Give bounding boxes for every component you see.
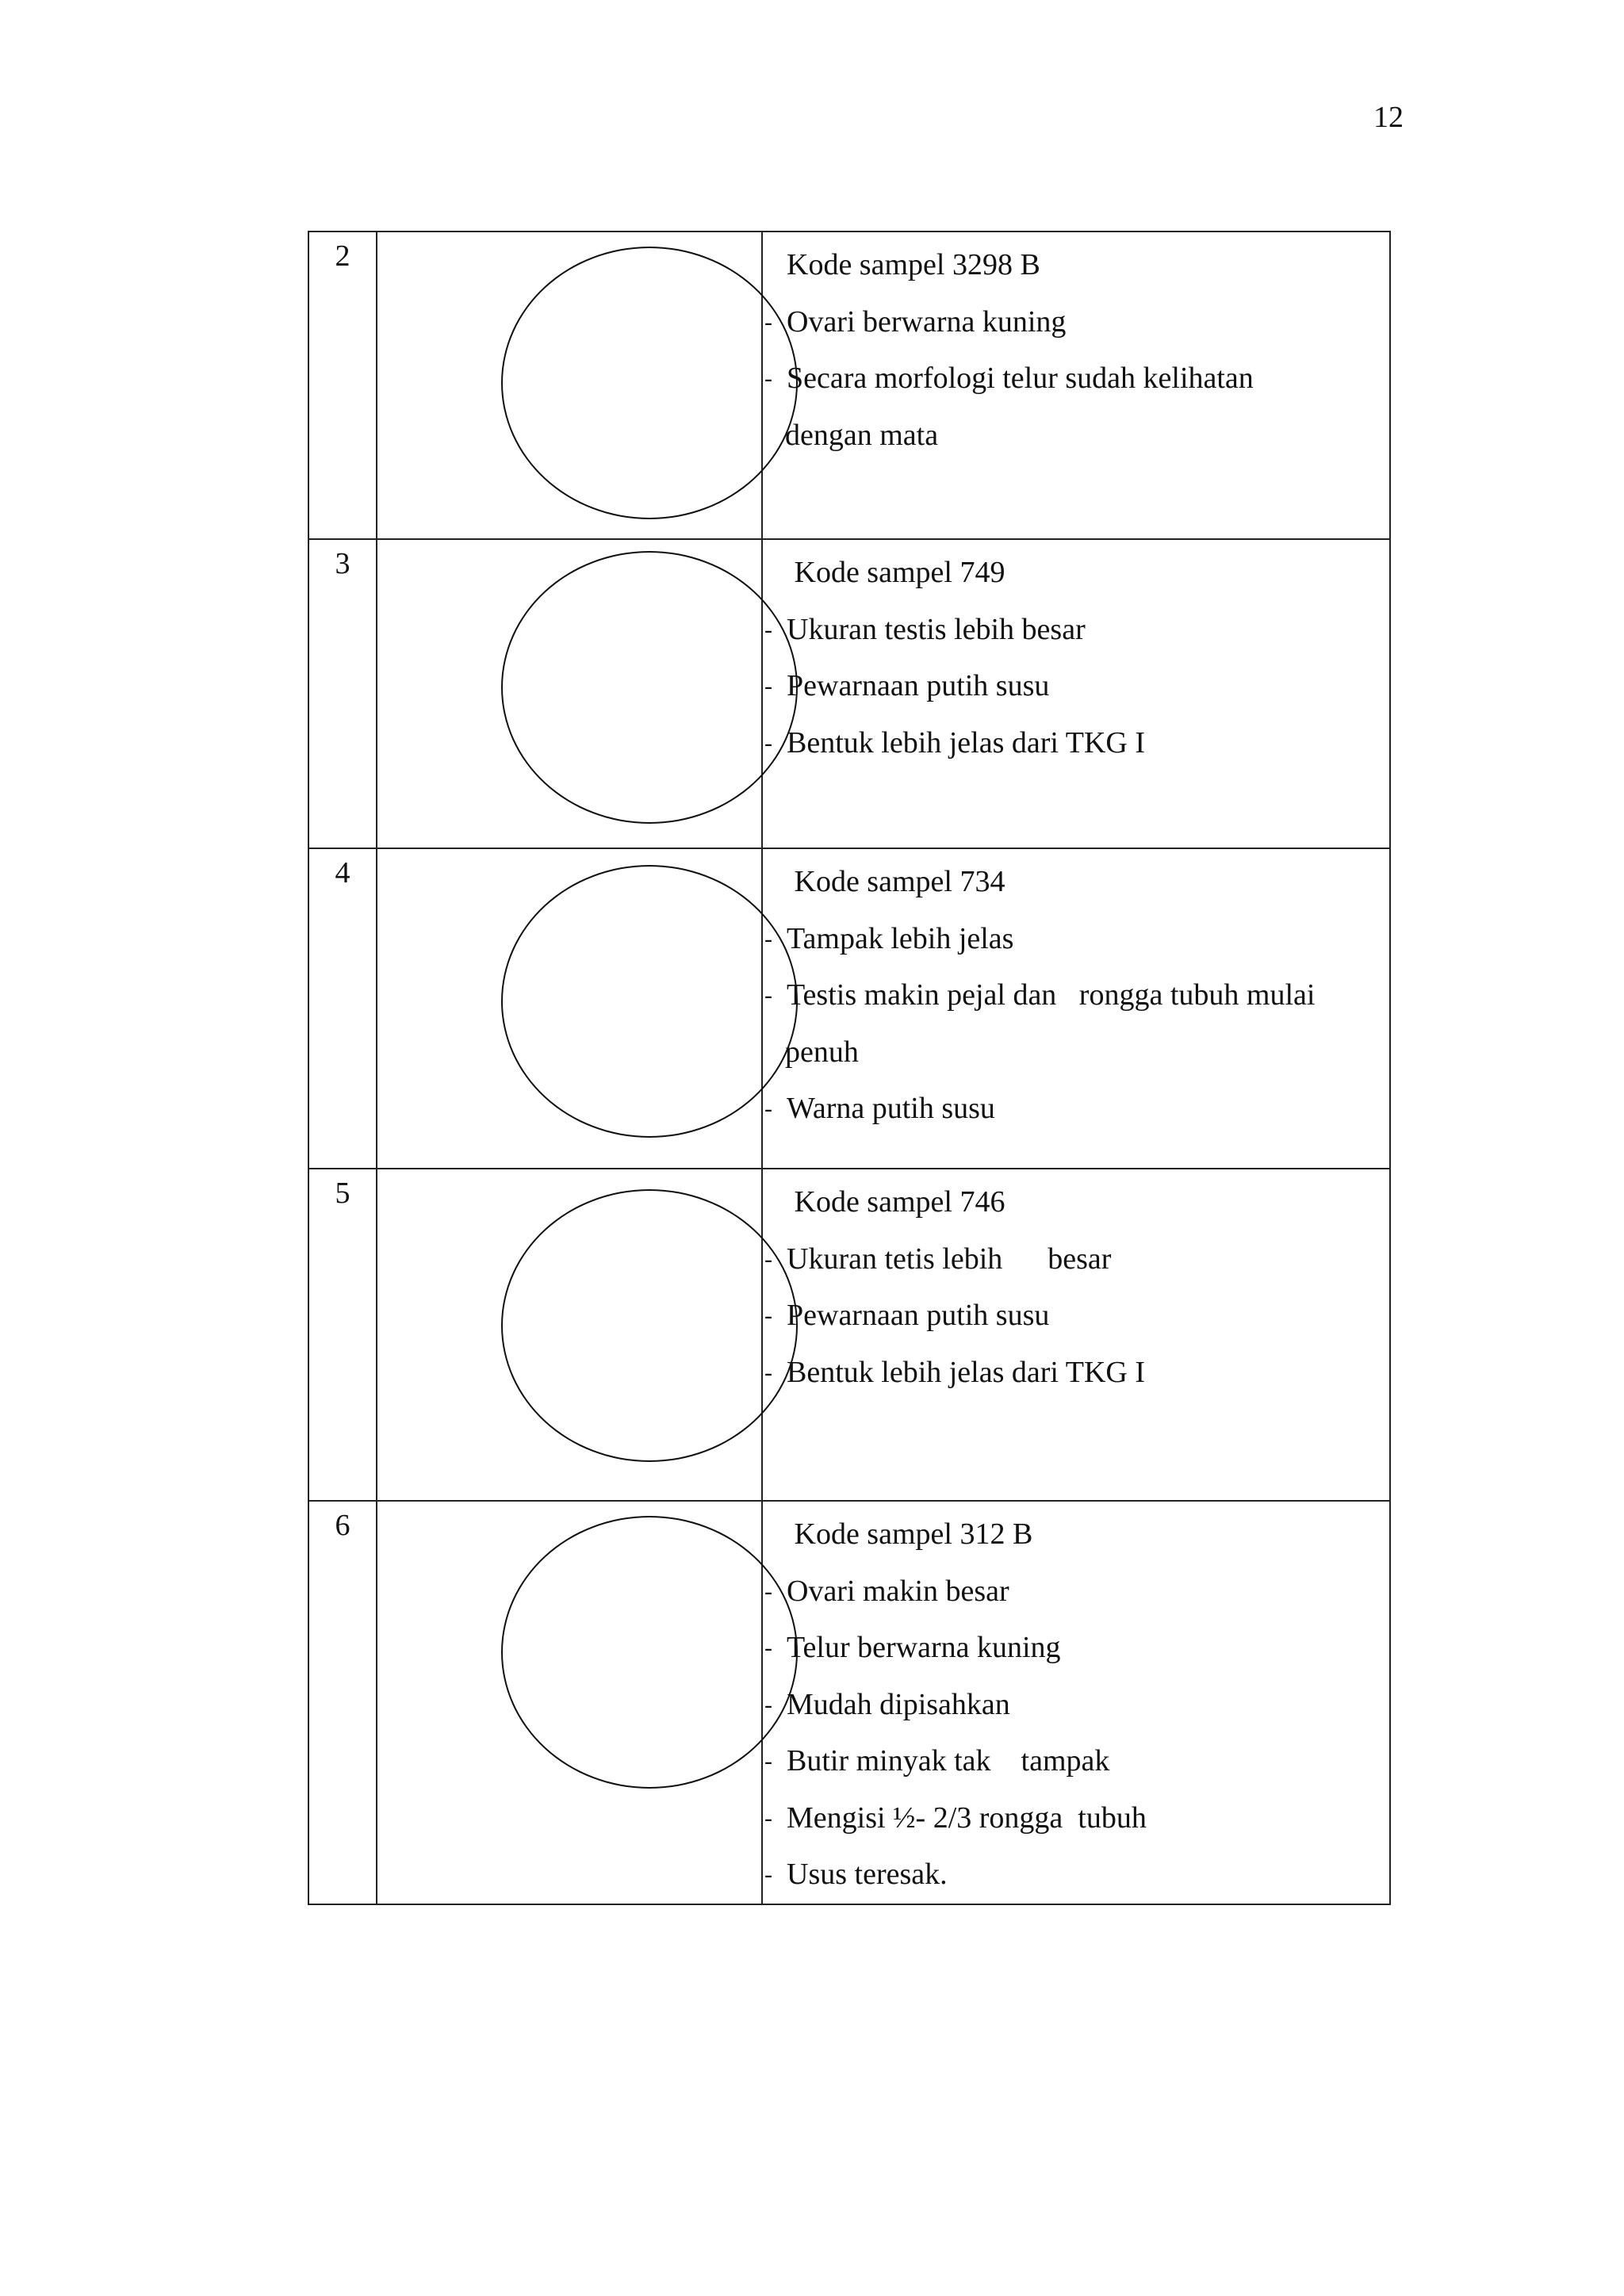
line-text: Telur berwarna kuning [787,1631,1061,1664]
line-text: Bentuk lebih jelas dari TKG I [787,1355,1146,1389]
bullet-dash: - [764,365,772,392]
page-number: 12 [1373,101,1404,134]
bullet-dash: - [764,1359,772,1386]
description-line [763,658,1389,715]
table-row [308,848,1390,1169]
line-text: Kode sampel 746 [787,1185,1005,1219]
line-text: Ukuran testis lebih besar [787,612,1086,646]
image-cell [377,848,762,1169]
line-text: Ovari makin besar [787,1574,1009,1608]
sample-code [763,1506,1389,1563]
specimen-image-placeholder [501,865,798,1138]
table-row [308,1169,1390,1501]
bullet-dash: - [764,1804,772,1831]
bullet-dash: - [764,673,772,699]
image-cell [377,539,762,848]
description-line [763,1024,1389,1081]
description-line [763,1790,1389,1847]
row-number: 3 [308,539,377,848]
line-text: Pewarnaan putih susu [787,669,1050,702]
image-cell [377,1501,762,1904]
bullet-dash: - [764,616,772,643]
description-line [763,1733,1389,1790]
sample-code [763,854,1389,911]
bullet-dash: - [764,1096,772,1122]
sample-code [763,545,1389,602]
line-text: Secara morfologi telur sudah kelihatan [787,362,1254,395]
bullet-dash: - [764,1862,772,1888]
line-text: Warna putih susu [787,1092,995,1125]
description-line [763,1677,1389,1734]
description-line [763,1288,1389,1345]
table-row [308,539,1390,848]
description-cell [762,848,1390,1169]
bullet-dash: - [764,1246,772,1272]
description-line [763,602,1389,659]
sample-code [763,237,1389,294]
line-text: dengan mata [785,418,939,452]
description-cell [762,232,1390,539]
bullet-dash: - [764,982,772,1008]
description-cell [762,1501,1390,1904]
tkg-table [308,231,1391,1905]
table-row [308,232,1390,539]
specimen-image-placeholder [501,1189,798,1462]
image-cell [377,232,762,539]
bullet-dash: - [764,308,772,335]
row-number: 4 [308,848,377,1169]
line-text: Butir minyak tak tampak [787,1744,1110,1777]
description-line [763,1620,1389,1677]
line-text: Ovari berwarna kuning [787,304,1067,339]
line-text: Kode sampel 312 B [787,1517,1033,1551]
line-text: Kode sampel 734 [787,865,1005,898]
line-text: Tampak lebih jelas [787,921,1014,955]
description-line [763,294,1389,351]
bullet-dash: - [764,1578,772,1605]
line-text: Kode sampel 3298 B [787,248,1040,281]
description-line [763,1231,1389,1288]
specimen-image-placeholder [501,1516,798,1789]
image-cell [377,1169,762,1501]
bullet-dash: - [764,1691,772,1718]
description-line [763,408,1389,465]
line-text: Ukuran tetis lebih besar [787,1242,1112,1276]
bullet-dash: - [764,729,772,756]
description-line [763,715,1389,772]
row-number: 5 [308,1169,377,1501]
line-text: Testis makin pejal dan rongga tubuh mulai [787,978,1316,1012]
line-text: Kode sampel 749 [787,556,1005,589]
line-text: Mengisi ½- 2/3 rongga tubuh [787,1800,1147,1835]
sample-code [763,1174,1389,1231]
line-text: Usus teresak. [787,1858,948,1891]
table-row [308,1501,1390,1904]
bullet-dash: - [764,1748,772,1774]
description-line [763,1081,1389,1138]
description-line [763,1563,1389,1621]
row-number: 6 [308,1501,377,1904]
bullet-dash: - [764,1303,772,1329]
description-line [763,967,1389,1024]
line-text: Pewarnaan putih susu [787,1299,1050,1332]
bullet-dash: - [764,925,772,952]
description-line [763,350,1389,408]
line-text: Mudah dipisahkan [787,1687,1010,1721]
description-line [763,1846,1389,1904]
specimen-image-placeholder [501,247,798,519]
line-text: penuh [785,1035,859,1069]
line-text: Bentuk lebih jelas dari TKG I [787,725,1146,760]
bullet-dash: - [764,1635,772,1661]
specimen-image-placeholder [501,551,798,824]
description-cell [762,539,1390,848]
row-number: 2 [308,232,377,539]
description-cell [762,1169,1390,1501]
description-line [763,911,1389,968]
description-line [763,1345,1389,1402]
